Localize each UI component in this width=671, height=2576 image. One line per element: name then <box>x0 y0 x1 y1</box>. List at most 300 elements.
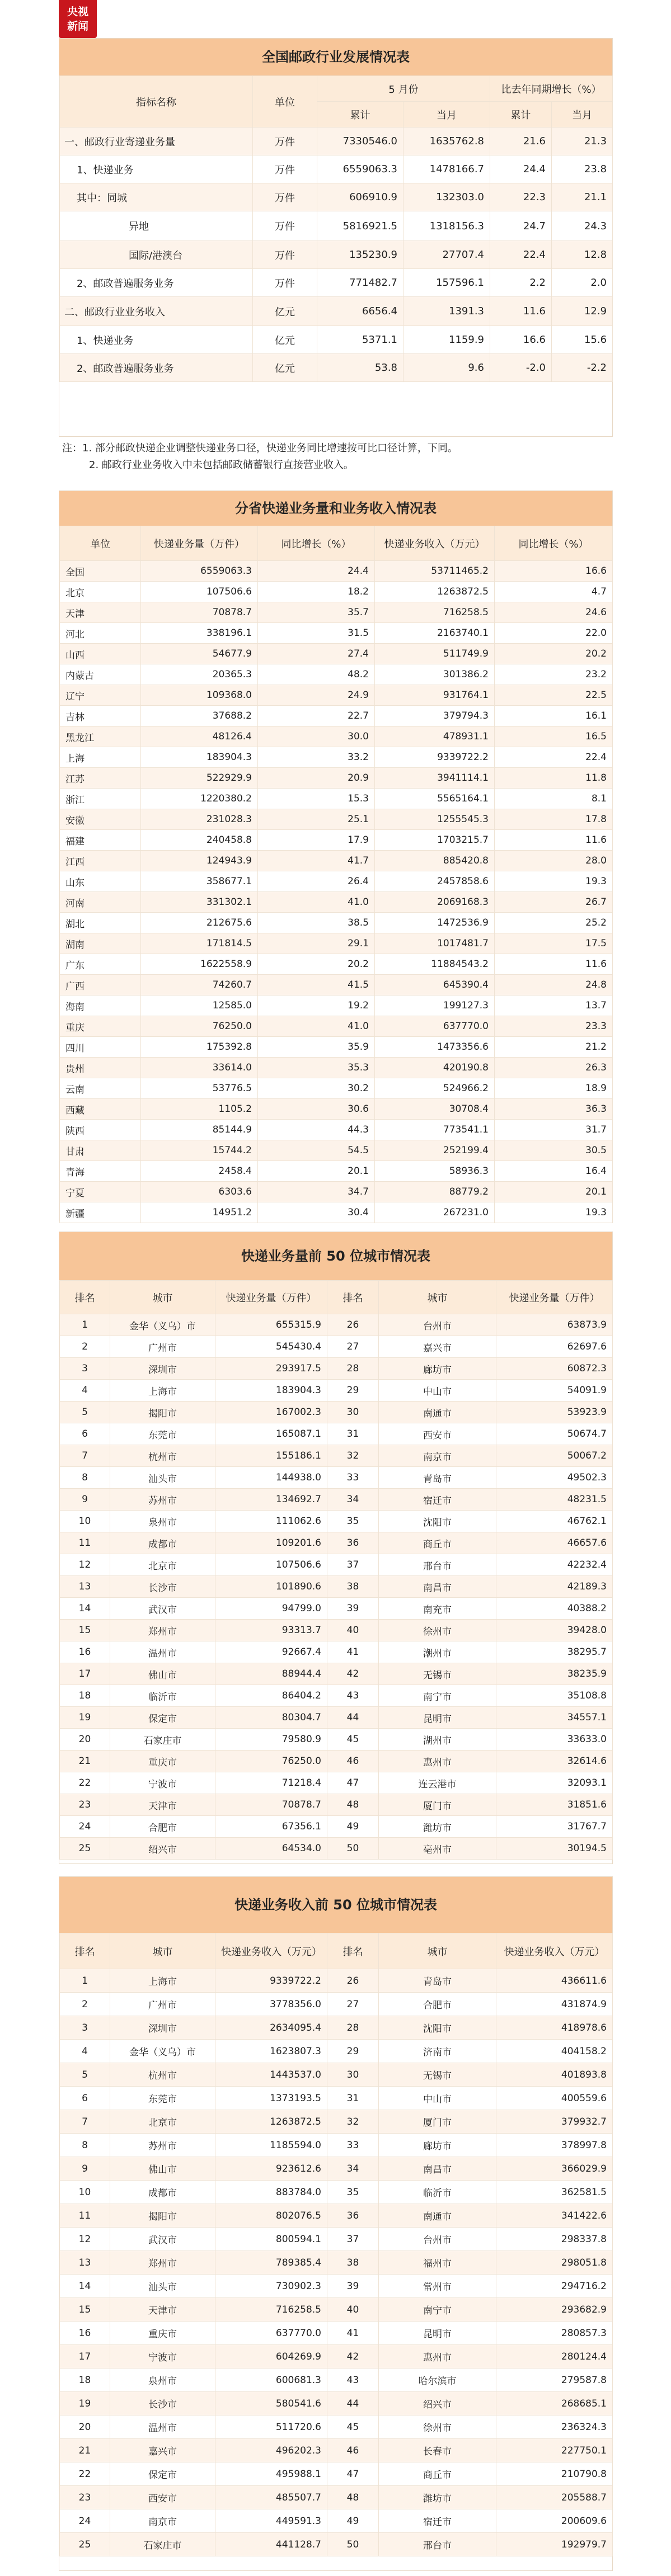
city-cell: 沈阳市 <box>379 2016 496 2040</box>
rank-cell: 48 <box>327 2486 379 2509</box>
city-cell: 东莞市 <box>110 2087 215 2110</box>
table-row <box>60 1182 613 1202</box>
table-row <box>60 2204 613 2228</box>
city-cell: 邢台市 <box>379 1554 496 1576</box>
rank-cell: 27 <box>327 1993 379 2016</box>
cumulative-cell: 53.8 <box>317 354 403 382</box>
table-row <box>60 2322 613 2345</box>
revenue-growth-cell: 24.6 <box>495 602 613 623</box>
revenue-growth-cell: 8.1 <box>495 789 613 809</box>
table-row <box>60 2134 613 2157</box>
rank-cell: 1 <box>60 1314 110 1336</box>
table-row <box>60 1969 613 1993</box>
region-cell: 陕西 <box>60 1120 141 1140</box>
revenue-cell: 1473356.6 <box>375 1037 495 1058</box>
volume-cell: 12585.0 <box>141 996 258 1016</box>
volume-cell: 124943.9 <box>141 851 258 871</box>
rank-cell: 14 <box>60 2275 110 2298</box>
revenue-cell: 378997.8 <box>496 2134 613 2157</box>
city-cell: 武汉市 <box>110 1598 215 1620</box>
region-cell: 江苏 <box>60 768 141 789</box>
revenue-cell: 5565164.1 <box>375 789 495 809</box>
revenue-cell: 401893.8 <box>496 2063 613 2087</box>
revenue-cell: 1472536.9 <box>375 913 495 933</box>
table-row <box>60 1707 613 1729</box>
volume-cell: 50067.2 <box>496 1445 613 1467</box>
table-row <box>60 2486 613 2509</box>
region-cell: 江西 <box>60 851 141 871</box>
volume-cell: 165087.1 <box>215 1423 327 1445</box>
table-row <box>60 2181 613 2204</box>
city-cell: 绍兴市 <box>379 2392 496 2415</box>
national-postal-grid <box>59 76 613 382</box>
rank-cell: 39 <box>327 1598 379 1620</box>
volume-growth-cell: 38.5 <box>258 913 375 933</box>
table-row <box>60 1772 613 1794</box>
header-city: 城市 <box>379 1281 496 1314</box>
city-cell: 揭阳市 <box>110 1402 215 1423</box>
revenue-cell: 236324.3 <box>496 2415 613 2439</box>
city-cell: 宿迁市 <box>379 1489 496 1511</box>
rank-cell: 4 <box>60 2040 110 2063</box>
rank-cell: 45 <box>327 1729 379 1751</box>
city-cell: 徐州市 <box>379 1620 496 1641</box>
unit-cell: 万件 <box>253 128 317 155</box>
table-row <box>60 747 613 768</box>
unit-cell: 亿元 <box>253 326 317 354</box>
volume-cell: 93313.7 <box>215 1620 327 1641</box>
city-cell: 上海市 <box>110 1969 215 1993</box>
table-row <box>60 685 613 706</box>
revenue-growth-cell: 25.2 <box>495 913 613 933</box>
yoy-month-cell: 21.1 <box>552 183 613 211</box>
rank-cell: 2 <box>60 1993 110 2016</box>
volume-cell: 240458.8 <box>141 830 258 851</box>
volume-cell: 109201.6 <box>215 1532 327 1554</box>
volume-cell: 37688.2 <box>141 706 258 726</box>
rank-cell: 24 <box>60 1816 110 1838</box>
region-cell: 山东 <box>60 871 141 892</box>
yoy-month-cell: 24.3 <box>552 211 613 241</box>
volume-growth-cell: 20.9 <box>258 768 375 789</box>
revenue-cell: 1263872.5 <box>215 2110 327 2134</box>
revenue-cell: 1623807.3 <box>215 2040 327 2063</box>
table-row <box>60 830 613 851</box>
revenue-cell: 1443537.0 <box>215 2063 327 2087</box>
revenue-cell: 252199.4 <box>375 1140 495 1161</box>
volume-growth-cell: 30.4 <box>258 1202 375 1223</box>
volume-cell: 42189.3 <box>496 1576 613 1598</box>
rank-cell: 34 <box>327 1489 379 1511</box>
table-row <box>60 211 613 241</box>
table-row <box>60 954 613 975</box>
month-cell: 9.6 <box>403 354 490 382</box>
volume-growth-cell: 54.5 <box>258 1140 375 1161</box>
revenue-cell: 298051.8 <box>496 2251 613 2275</box>
revenue-cell: 802076.5 <box>215 2204 327 2228</box>
region-cell: 福建 <box>60 830 141 851</box>
city-cell: 惠州市 <box>379 1751 496 1772</box>
volume-cell: 76250.0 <box>141 1016 258 1037</box>
rank-cell: 23 <box>60 2486 110 2509</box>
revenue-growth-cell: 31.7 <box>495 1120 613 1140</box>
unit-cell: 万件 <box>253 155 317 183</box>
table-row <box>60 2016 613 2040</box>
revenue-cell: 280124.4 <box>496 2345 613 2369</box>
volume-cell: 31767.7 <box>496 1816 613 1838</box>
table-row <box>60 996 613 1016</box>
city-cell: 嘉兴市 <box>379 1336 496 1358</box>
table-row <box>60 2369 613 2392</box>
top50-revenue-grid <box>59 1933 613 2556</box>
revenue-cell: 1185594.0 <box>215 2134 327 2157</box>
table-row <box>60 1161 613 1182</box>
city-cell: 嘉兴市 <box>110 2439 215 2462</box>
city-cell: 金华（义乌）市 <box>110 2040 215 2063</box>
revenue-cell: 478931.1 <box>375 726 495 747</box>
city-cell: 重庆市 <box>110 1751 215 1772</box>
unit-cell: 亿元 <box>253 297 317 326</box>
rank-cell: 3 <box>60 2016 110 2040</box>
revenue-cell: 200609.6 <box>496 2509 613 2533</box>
city-cell: 佛山市 <box>110 1663 215 1685</box>
top50-volume-table <box>59 1232 613 1864</box>
table-row <box>60 1336 613 1358</box>
city-cell: 杭州市 <box>110 1445 215 1467</box>
volume-cell: 655315.9 <box>215 1314 327 1336</box>
revenue-cell: 205588.7 <box>496 2486 613 2509</box>
table-row <box>60 1058 613 1078</box>
month-cell: 1318156.3 <box>403 211 490 241</box>
rank-cell: 36 <box>327 1532 379 1554</box>
rank-cell: 28 <box>327 2016 379 2040</box>
volume-cell: 39428.0 <box>496 1620 613 1641</box>
region-cell: 天津 <box>60 602 141 623</box>
rank-cell: 9 <box>60 2157 110 2181</box>
rank-cell: 15 <box>60 2298 110 2322</box>
rank-cell: 8 <box>60 2134 110 2157</box>
city-cell: 宿迁市 <box>379 2509 496 2533</box>
note-1: 注：1. 部分邮政快递企业调整快递业务口径，快递业务同比增速按可比口径计算，下同。 <box>62 442 458 454</box>
province-express-grid <box>59 526 613 1223</box>
revenue-cell: 267231.0 <box>375 1202 495 1223</box>
revenue-cell: 268685.1 <box>496 2392 613 2415</box>
table-row <box>60 2110 613 2134</box>
region-cell: 贵州 <box>60 1058 141 1078</box>
rank-cell: 41 <box>327 2322 379 2345</box>
rank-cell: 23 <box>60 1794 110 1816</box>
revenue-cell: 2163740.1 <box>375 623 495 644</box>
rank-cell: 10 <box>60 1511 110 1532</box>
revenue-cell: 931764.1 <box>375 685 495 706</box>
rank-cell: 16 <box>60 2322 110 2345</box>
revenue-cell: 800594.1 <box>215 2228 327 2251</box>
volume-cell: 107506.6 <box>141 582 258 602</box>
header-yoy-cumulative: 累计 <box>490 102 552 128</box>
region-cell: 新疆 <box>60 1202 141 1223</box>
city-cell: 郑州市 <box>110 2251 215 2275</box>
city-cell: 无锡市 <box>379 1663 496 1685</box>
volume-cell: 53776.5 <box>141 1078 258 1099</box>
city-cell: 青岛市 <box>379 1467 496 1489</box>
rank-cell: 44 <box>327 2392 379 2415</box>
volume-cell: 48231.5 <box>496 1489 613 1511</box>
revenue-cell: 418978.6 <box>496 2016 613 2040</box>
city-cell: 苏州市 <box>110 2134 215 2157</box>
unit-cell: 万件 <box>253 211 317 241</box>
rank-cell: 22 <box>60 1772 110 1794</box>
table-row <box>60 1598 613 1620</box>
table-row <box>60 1620 613 1641</box>
volume-cell: 109368.0 <box>141 685 258 706</box>
table-row <box>60 1467 613 1489</box>
header-may: 5 月份 <box>317 76 490 102</box>
logo-line-1: 央视 <box>67 6 88 18</box>
city-cell: 廊坊市 <box>379 2134 496 2157</box>
volume-cell: 293917.5 <box>215 1358 327 1380</box>
volume-cell: 171814.5 <box>141 933 258 954</box>
revenue-growth-cell: 23.3 <box>495 1016 613 1037</box>
table-row <box>60 1794 613 1816</box>
volume-cell: 1105.2 <box>141 1099 258 1120</box>
rank-cell: 35 <box>327 1511 379 1532</box>
revenue-cell: 789385.4 <box>215 2251 327 2275</box>
table-row <box>60 1099 613 1120</box>
region-cell: 黑龙江 <box>60 726 141 747</box>
city-cell: 绍兴市 <box>110 1838 215 1860</box>
yoy-cumulative-cell: 16.6 <box>490 326 552 354</box>
rank-cell: 41 <box>327 1641 379 1663</box>
volume-cell: 64534.0 <box>215 1838 327 1860</box>
city-cell: 汕头市 <box>110 2275 215 2298</box>
volume-cell: 54091.9 <box>496 1380 613 1402</box>
volume-cell: 94799.0 <box>215 1598 327 1620</box>
revenue-cell: 227750.1 <box>496 2439 613 2462</box>
city-cell: 临沂市 <box>110 1685 215 1707</box>
city-cell: 长沙市 <box>110 2392 215 2415</box>
rank-cell: 1 <box>60 1969 110 1993</box>
city-cell: 上海市 <box>110 1380 215 1402</box>
table-title: 全国邮政行业发展情况表 <box>59 39 612 76</box>
indicator-name: 其中：同城 <box>60 183 253 211</box>
region-cell: 广西 <box>60 975 141 996</box>
rank-cell: 8 <box>60 1467 110 1489</box>
rank-cell: 7 <box>60 2110 110 2134</box>
table-row <box>60 155 613 183</box>
city-cell: 长沙市 <box>110 1576 215 1598</box>
city-cell: 潍坊市 <box>379 1816 496 1838</box>
rank-cell: 17 <box>60 2345 110 2369</box>
revenue-growth-cell: 20.1 <box>495 1182 613 1202</box>
revenue-cell: 11884543.2 <box>375 954 495 975</box>
city-cell: 南京市 <box>379 1445 496 1467</box>
table-row <box>60 1016 613 1037</box>
revenue-growth-cell: 13.7 <box>495 996 613 1016</box>
table-row <box>60 1120 613 1140</box>
volume-growth-cell: 44.3 <box>258 1120 375 1140</box>
region-cell: 四川 <box>60 1037 141 1058</box>
rank-cell: 25 <box>60 1838 110 1860</box>
revenue-cell: 88779.2 <box>375 1182 495 1202</box>
city-cell: 无锡市 <box>379 2063 496 2087</box>
city-cell: 台州市 <box>379 1314 496 1336</box>
cumulative-cell: 771482.7 <box>317 269 403 297</box>
table-row <box>60 269 613 297</box>
revenue-growth-cell: 24.8 <box>495 975 613 996</box>
volume-growth-cell: 35.3 <box>258 1058 375 1078</box>
table-row <box>60 726 613 747</box>
volume-cell: 14951.2 <box>141 1202 258 1223</box>
volume-growth-cell: 41.5 <box>258 975 375 996</box>
volume-growth-cell: 20.1 <box>258 1161 375 1182</box>
rank-cell: 27 <box>327 1336 379 1358</box>
rank-cell: 32 <box>327 1445 379 1467</box>
volume-growth-cell: 35.7 <box>258 602 375 623</box>
volume-growth-cell: 41.0 <box>258 892 375 913</box>
yoy-cumulative-cell: -2.0 <box>490 354 552 382</box>
rank-cell: 42 <box>327 2345 379 2369</box>
region-cell: 河南 <box>60 892 141 913</box>
volume-cell: 358677.1 <box>141 871 258 892</box>
table-row <box>60 1532 613 1554</box>
city-cell: 深圳市 <box>110 1358 215 1380</box>
volume-cell: 92667.4 <box>215 1641 327 1663</box>
region-cell: 全国 <box>60 561 141 582</box>
yoy-month-cell: 21.3 <box>552 128 613 155</box>
rank-cell: 50 <box>327 2533 379 2556</box>
city-cell: 沈阳市 <box>379 1511 496 1532</box>
top50-revenue-table <box>59 1876 613 2571</box>
header-city: 城市 <box>110 1281 215 1314</box>
table-title: 分省快递业务量和业务收入情况表 <box>59 491 612 526</box>
rank-cell: 36 <box>327 2204 379 2228</box>
revenue-cell: 341422.6 <box>496 2204 613 2228</box>
city-cell: 邢台市 <box>379 2533 496 2556</box>
volume-cell: 6559063.3 <box>141 561 258 582</box>
rank-cell: 18 <box>60 1685 110 1707</box>
city-cell: 南充市 <box>379 1598 496 1620</box>
unit-cell: 万件 <box>253 269 317 297</box>
table-row <box>60 789 613 809</box>
logo-line-2: 新闻 <box>67 20 88 32</box>
yoy-month-cell: 15.6 <box>552 326 613 354</box>
header-rank: 排名 <box>60 1281 110 1314</box>
volume-growth-cell: 33.2 <box>258 747 375 768</box>
table-row <box>60 241 613 269</box>
cumulative-cell: 6656.4 <box>317 297 403 326</box>
revenue-cell: 485507.7 <box>215 2486 327 2509</box>
city-cell: 南昌市 <box>379 1576 496 1598</box>
city-cell: 石家庄市 <box>110 2533 215 2556</box>
volume-growth-cell: 26.4 <box>258 871 375 892</box>
table-row <box>60 602 613 623</box>
rank-cell: 12 <box>60 2228 110 2251</box>
revenue-cell: 885420.8 <box>375 851 495 871</box>
rank-cell: 40 <box>327 2298 379 2322</box>
revenue-growth-cell: 17.5 <box>495 933 613 954</box>
table-row <box>60 1314 613 1336</box>
indicator-name: 一、邮政行业寄递业务量 <box>60 128 253 155</box>
national-postal-table <box>59 38 613 437</box>
city-cell: 温州市 <box>110 1641 215 1663</box>
header-volume: 快递业务量（万件） <box>141 526 258 561</box>
volume-cell: 54677.9 <box>141 644 258 664</box>
city-cell: 台州市 <box>379 2228 496 2251</box>
rank-cell: 24 <box>60 2509 110 2533</box>
note-2: 2. 邮政行业业务收入中未包括邮政储蓄银行直接营业收入。 <box>89 459 354 471</box>
city-cell: 福州市 <box>379 2251 496 2275</box>
revenue-cell: 280857.3 <box>496 2322 613 2345</box>
volume-cell: 88944.4 <box>215 1663 327 1685</box>
revenue-growth-cell: 22.0 <box>495 623 613 644</box>
revenue-cell: 1017481.7 <box>375 933 495 954</box>
rank-cell: 15 <box>60 1620 110 1641</box>
volume-cell: 155186.1 <box>215 1445 327 1467</box>
month-cell: 27707.4 <box>403 241 490 269</box>
table-row <box>60 2298 613 2322</box>
volume-cell: 20365.3 <box>141 664 258 685</box>
rank-cell: 19 <box>60 1707 110 1729</box>
table-title: 快递业务收入前 50 位城市情况表 <box>59 1877 612 1933</box>
volume-growth-cell: 22.7 <box>258 706 375 726</box>
table-row <box>60 2040 613 2063</box>
month-cell: 1159.9 <box>403 326 490 354</box>
city-cell: 昆明市 <box>379 2322 496 2345</box>
rank-cell: 14 <box>60 1598 110 1620</box>
city-cell: 保定市 <box>110 2462 215 2486</box>
unit-cell: 万件 <box>253 183 317 211</box>
volume-cell: 63873.9 <box>496 1314 613 1336</box>
city-cell: 青岛市 <box>379 1969 496 1993</box>
table-row <box>60 2157 613 2181</box>
revenue-growth-cell: 16.4 <box>495 1161 613 1182</box>
rank-cell: 45 <box>327 2415 379 2439</box>
volume-cell: 1622558.9 <box>141 954 258 975</box>
city-cell: 成都市 <box>110 2181 215 2204</box>
indicator-name: 异地 <box>60 211 253 241</box>
header-revenue-growth: 同比增长（%） <box>495 526 613 561</box>
rank-cell: 46 <box>327 2439 379 2462</box>
revenue-growth-cell: 18.9 <box>495 1078 613 1099</box>
yoy-month-cell: 23.8 <box>552 155 613 183</box>
unit-cell: 亿元 <box>253 354 317 382</box>
table-row <box>60 1402 613 1423</box>
revenue-cell: 9339722.2 <box>375 747 495 768</box>
city-cell: 惠州市 <box>379 2345 496 2369</box>
region-cell: 青海 <box>60 1161 141 1182</box>
region-cell: 湖北 <box>60 913 141 933</box>
region-cell: 内蒙古 <box>60 664 141 685</box>
city-cell: 广州市 <box>110 1993 215 2016</box>
yoy-cumulative-cell: 11.6 <box>490 297 552 326</box>
rank-cell: 11 <box>60 1532 110 1554</box>
table-row <box>60 768 613 789</box>
revenue-cell: 580541.6 <box>215 2392 327 2415</box>
rank-cell: 34 <box>327 2157 379 2181</box>
table-row <box>60 1729 613 1751</box>
volume-cell: 175392.8 <box>141 1037 258 1058</box>
rank-cell: 31 <box>327 1423 379 1445</box>
revenue-cell: 366029.9 <box>496 2157 613 2181</box>
volume-cell: 34557.1 <box>496 1707 613 1729</box>
revenue-cell: 301386.2 <box>375 664 495 685</box>
rank-cell: 19 <box>60 2392 110 2415</box>
volume-growth-cell: 35.9 <box>258 1037 375 1058</box>
city-cell: 哈尔滨市 <box>379 2369 496 2392</box>
table-row <box>60 1489 613 1511</box>
rank-cell: 31 <box>327 2087 379 2110</box>
city-cell: 徐州市 <box>379 2415 496 2439</box>
